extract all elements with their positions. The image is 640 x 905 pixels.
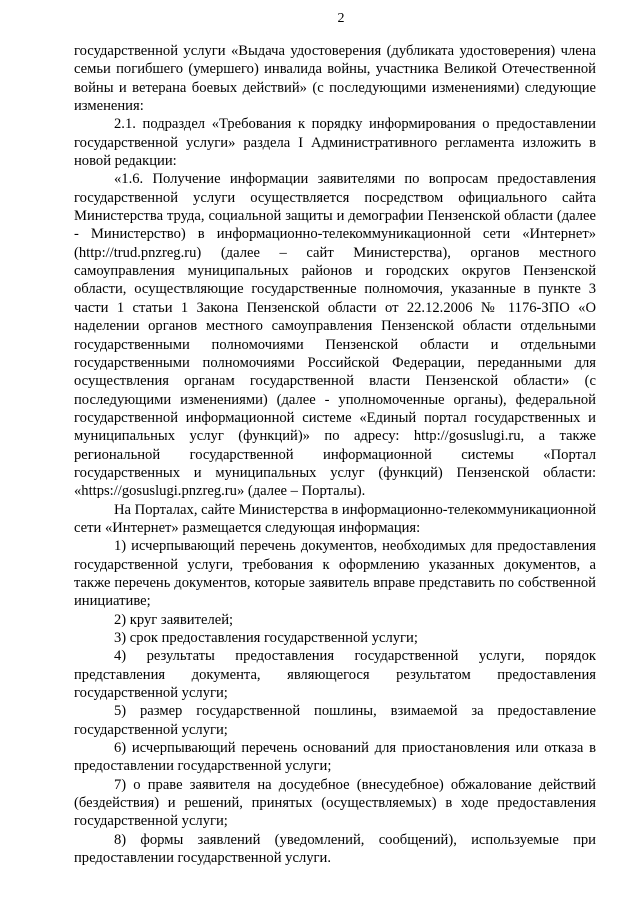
list-item-4: 4) результаты предоставления государственной услуги, порядок представления документа, являющегося результатом предоставления государственной услуги; <box>74 648 596 702</box>
list-item-7: 7) о праве заявителя на досудебное (внесудебное) обжалование действий (бездействия) и решений, принятых (осуществляемых) в ходе предоставления государственной услуги; <box>74 776 596 830</box>
list-item-3: 3) срок предоставления государственной услуги; <box>114 630 418 646</box>
document-page <box>74 10 596 867</box>
paragraph-1-6: «1.6. Получение информации заявителями по вопросам предоставления государственной услуги осуществляется посредством официального сайта Министерства труда, социальной защиты и демографии Пензенской области (далее - Министерство) в информационно-телекоммуникационной сети «Интернет» (http://trud.pnzreg.ru) (далее – сайт Министерства), органов местного самоуправления муниципальных районов и городских округов Пензенской области, осуществляющие государственные полномочия, указанные в пункте 3 части 1 статьи 1 Закона Пензенской области от 22.12.2006 № 1176-ЗПО «О наделении органов местного самоуправления Пензенской области отдельными государственными полномочиями Пензенской области и отдельными государственными полномочиями Российской Федерации, переданными для осуществления органам государственной власти Пензенской области» (с последующими изменениями) (далее - уполномоченные органы), федеральной государственной информационной системе «Единый портал государственных и муниципальных услуг (функций)» по адресу: http://gosuslugi.ru, а также региональной государственной информационной системы «Портал государственных и муниципальных услуг (функций) Пензенской области: «https://gosuslugi.pnzreg.ru» (далее – Порталы). <box>74 171 596 500</box>
page-number: 2 <box>337 11 345 26</box>
list-item-6: 6) исчерпывающий перечень оснований для приостановления или отказа в предоставлении государственной услуги; <box>74 740 596 775</box>
list-item-5: 5) размер государственной пошлины, взимаемой за предоставление государственной услуги; <box>74 703 596 738</box>
list-item-1: 1) исчерпывающий перечень документов, необходимых для предоставления государственной услуги, требования к оформлению указанных документов, а также перечень документов, которые заявитель вправе представить по собственной инициативе; <box>74 538 596 610</box>
paragraph-2-1: 2.1. подраздел «Требования к порядку информирования о предоставлении государственной услуги» раздела I Административного регламента изложить в новой редакции: <box>74 116 596 170</box>
paragraph-portals-info: На Порталах, сайте Министерства в информационно-телекоммуникационной сети «Интернет» размещается следующая информация: <box>74 501 596 536</box>
list-item-2: 2) круг заявителей; <box>114 611 234 628</box>
list-item-8: 8) формы заявлений (уведомлений, сообщений), используемые при предоставлении государственной услуги. <box>74 831 596 867</box>
paragraph-intro-continuation: государственной услуги «Выдача удостоверения (дубликата удостоверения) члена семьи погибшего (умершего) инвалида войны, участника Великой Отечественной войны и ветерана боевых действий» (с последующими изменениями) следующие изменения: <box>74 43 596 115</box>
